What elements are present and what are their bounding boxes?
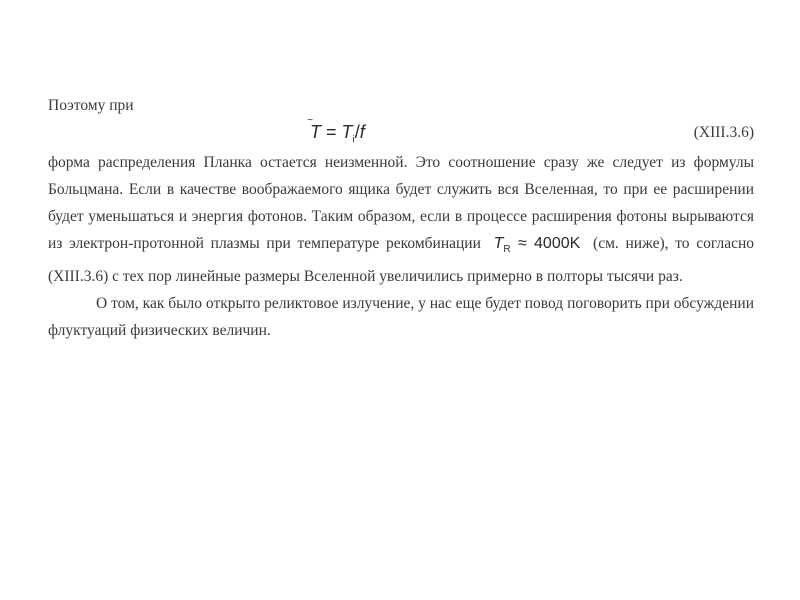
equation-slash: / [354, 122, 360, 142]
equation [310, 119, 365, 154]
equation-lhs: ~ T [310, 119, 321, 146]
inline-math-T: T [493, 235, 504, 252]
inline-math-approx: ≈ 4000K [510, 235, 581, 252]
inline-math-subscript: R [503, 244, 511, 256]
paragraph-1-text-a: форма распределения Планка остается неизменной. Это соотношение сразу же следует из формулы Больцмана. Если в качестве воображаемого ящика будет служить вся Вселенная, то при ее расширении будет уменьшаться и энергия фотонов. Таким образом, если в процессе расширения фотоны вырываются из электрон-протонной плазмы при температуре рекомбинации [48, 154, 754, 252]
paragraph-1-text-b: (см. ниже), то согласно (XIII.3.6) с тех пор линейные размеры Вселенной увеличились примерно в полторы тысячи раз. [48, 235, 755, 286]
equation-denominator: f [359, 122, 365, 142]
equation-rhs-subscript: i [352, 134, 355, 146]
intro-text: Поэтому при [48, 97, 134, 114]
equation-row [48, 119, 754, 149]
paragraph-2: О том, как было открыто реликтовое излучение, у нас еще будет повод поговорить при обсуждении флуктуаций физических величин. [48, 295, 754, 340]
paragraph-1 [48, 149, 754, 290]
document-page [48, 92, 754, 344]
inline-math-temperature [488, 235, 587, 256]
equation-number: (XIII.3.6) [693, 124, 754, 141]
equation-rhs: T [341, 122, 353, 142]
equation-operator: = [321, 122, 342, 142]
